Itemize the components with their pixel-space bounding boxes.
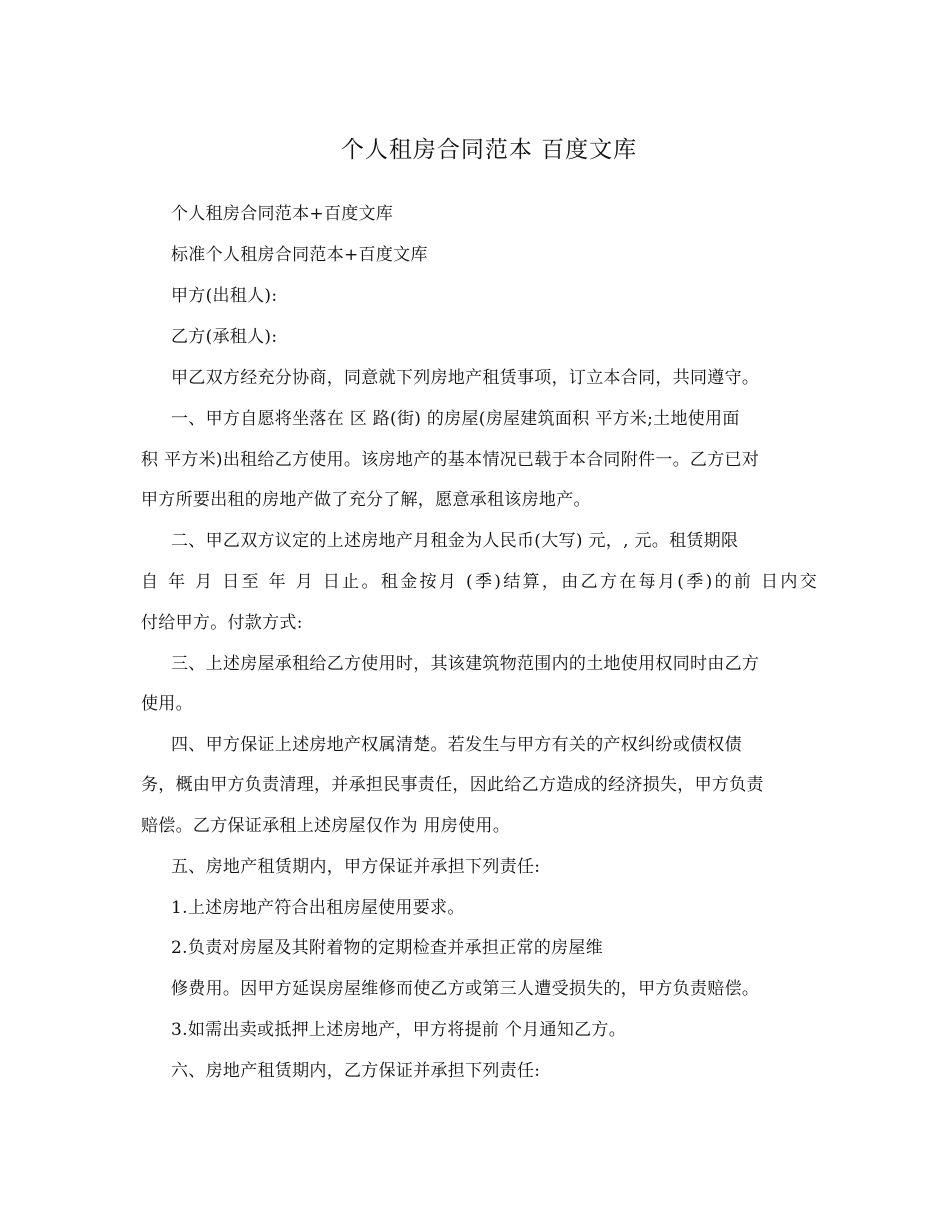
text-line: 甲方(出租人):	[171, 286, 278, 306]
text-line: 三、上述房屋承租给乙方使用时，其该建筑物范围内的土地使用权同时由乙方	[171, 654, 760, 674]
text-line: 1.上述房地产符合出租房屋使用要求。	[171, 898, 465, 918]
document-title: 个人租房合同范本 百度文库	[340, 137, 638, 163]
text-line: 标准个人租房合同范本+百度文库	[171, 245, 428, 265]
text-line: 修费用。因甲方延误房屋维修而使乙方或第三人遭受损失的，甲方负责赔偿。	[171, 979, 760, 999]
text-line: 使用。	[141, 694, 193, 714]
text-line: 乙方(承租人):	[171, 327, 278, 347]
text-line: 一、甲方自愿将坐落在 区 路(街) 的房屋(房屋建筑面积 平方米;土地使用面	[171, 409, 740, 429]
text-line: 六、房地产租赁期内，乙方保证并承担下列责任:	[171, 1061, 541, 1081]
text-line: 积 平方米)出租给乙方使用。该房地产的基本情况已载于本合同附件一。乙方已对	[141, 450, 760, 470]
text-line: 2.负责对房屋及其附着物的定期检查并承担正常的房屋维	[171, 938, 604, 958]
text-line: 二、甲乙双方议定的上述房地产月租金为人民币(大写) 元，, 元。租赁期限	[171, 531, 739, 551]
text-line: 甲乙双方经充分协商，同意就下列房地产租赁事项，订立本合同，共同遵守。	[171, 368, 760, 388]
text-line: 付给甲方。付款方式:	[141, 613, 303, 633]
text-line: 甲方所要出租的房地产做了充分了解，愿意承租该房地产。	[141, 490, 591, 510]
text-line: 四、甲方保证上述房地产权属清楚。若发生与甲方有关的产权纠纷或债权债	[171, 735, 742, 755]
text-line: 务，概由甲方负责清理，并承担民事责任，因此给乙方造成的经济损失，甲方负责	[141, 775, 764, 795]
text-line: 五、房地产租赁期内，甲方保证并承担下列责任:	[171, 857, 541, 877]
text-line: 个人租房合同范本+百度文库	[171, 204, 394, 224]
text-line: 赔偿。乙方保证承租上述房屋仅作为 用房使用。	[141, 816, 511, 836]
text-line: 自 年 月 日至 年 月 日止。租金按月 (季)结算，由乙方在每月(季)的前 日内交	[141, 572, 817, 592]
text-line: 3.如需出卖或抵押上述房地产，甲方将提前 个月通知乙方。	[171, 1020, 627, 1040]
